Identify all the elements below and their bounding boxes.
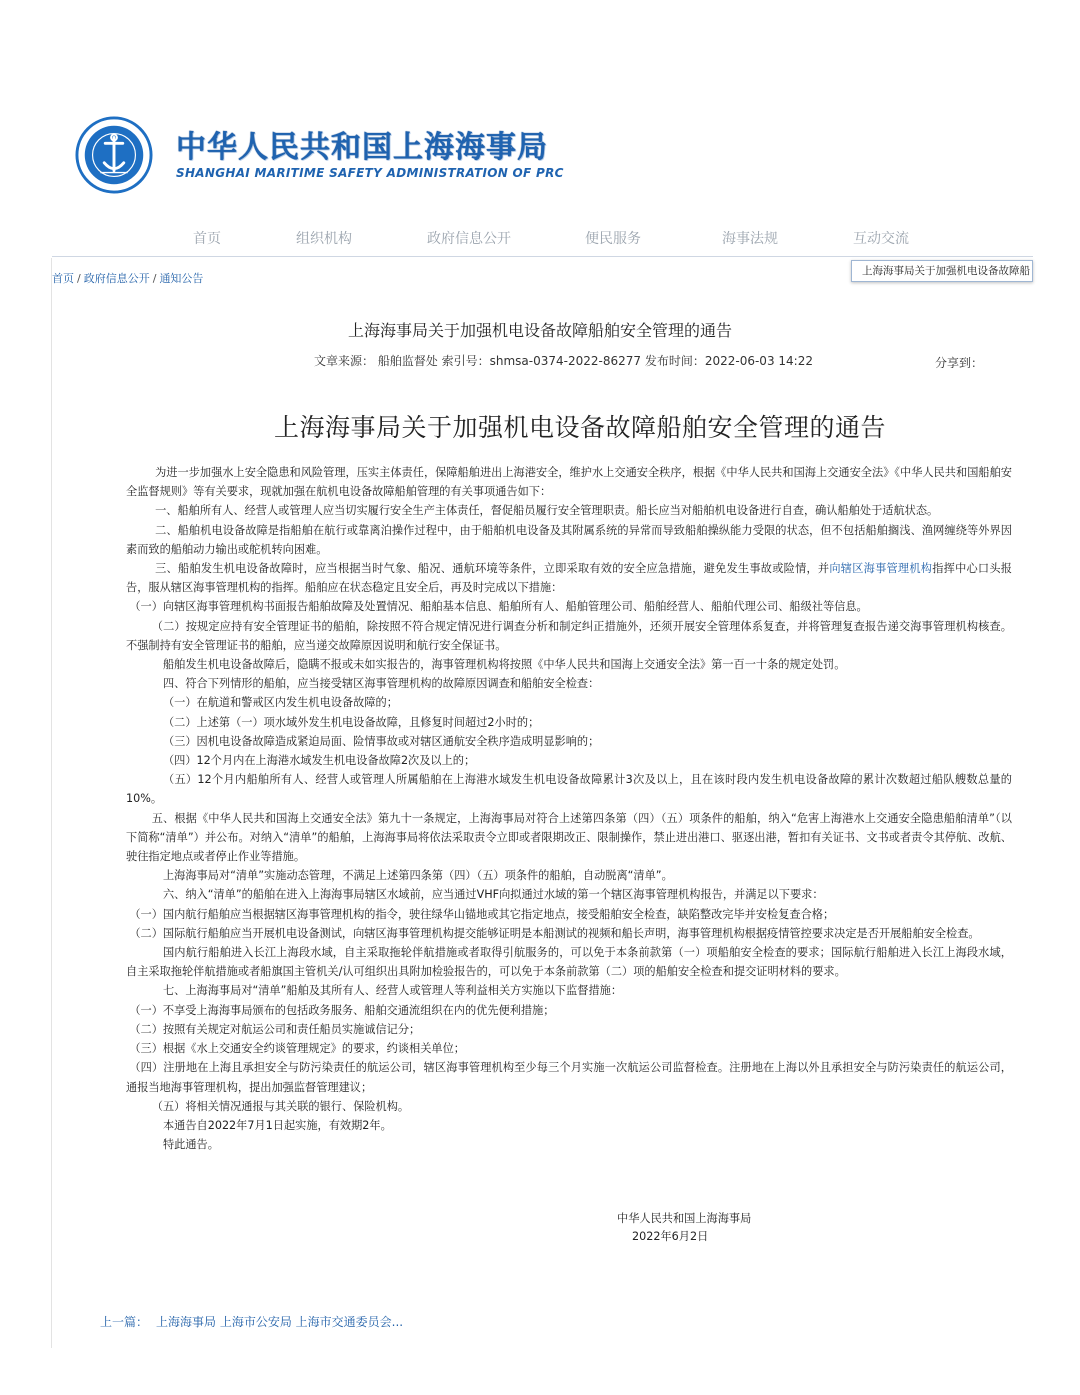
paragraph: 四、符合下列情形的船舶，应当接受辖区海事管理机构的故障原因调查和船舶安全检查： [162,677,600,691]
site-title-en: SHANGHAI MARITIME SAFETY ADMINISTRATION OF PRC [176,166,564,180]
paragraph: （二）按规定应持有安全管理证书的船舶，除按照不符合规定情况进行调查分析和制定纠正措施外，还须开展安全管理体系复查，并将管理复查报告递交海事管理机构核查。不强制持有安全管理证书的船舶，应当递交故障原因说明和航行安全保证书。 [126,619,1012,652]
nav-services[interactable]: 便民服务 [585,231,641,247]
paragraph-text: 指挥中心口头报告，服从辖区海事管理机构的指挥。船舶应在状态稳定且安全后，再及时完成以下措施： [126,562,1012,595]
paragraph: （二）上述第（一）项水域外发生机电设备故障，且修复时间超过2小时的； [162,715,540,729]
breadcrumb-gov-info[interactable]: 政府信息公开 [83,272,150,285]
paragraph: （一）不享受上海海事局颁布的包括政务服务、船舶交通流组织在内的优先便利措施； [129,1003,555,1017]
paragraph: （五）12个月内船舶所有人、经营人或管理人所属船舶在上海港水域发生机电设备故障累计3次及以上，且在该时段内发生机电设备故障的累计次数超过船队艘数总量的10%。 [126,773,1012,806]
main-nav [52,218,1033,257]
china-msa-seal-logo [75,116,153,194]
jurisdiction-msa-link[interactable]: 向辖区海事管理机构 [829,562,933,576]
article-title-small: 上海海事局关于加强机电设备故障船舶安全管理的通告 [347,321,732,340]
nav-regulations[interactable]: 海事法规 [722,231,778,247]
share-label[interactable]: 分享到： [935,356,984,370]
paragraph: 上海海事局对“清单”实施动态管理，不满足上述第四条第（四）（五）项条件的船舶，自动脱离“清单”。 [162,869,673,883]
paragraph: （四）注册地在上海且承担安全与防污染责任的航运公司，辖区海事管理机构至少每三个月实施一次航运公司监督检查。注册地在上海以外且承担安全与防污染责任的航运公司，通报当地海事管理机构，提出加强监督管理建议； [126,1061,1012,1094]
paragraph: （一）国内航行船舶应当根据辖区海事管理机构的指令，驶往绿华山锚地或其它指定地点，接受船舶安全检查，缺陷整改完毕并安检复查合格； [129,907,835,921]
paragraph: （二）国际航行船舶应当开展机电设备测试，向辖区海事管理机构提交能够证明是本船测试的视频和船长声明，海事管理机构根据疫情管控要求决定是否开展船舶安全检查。 [129,926,980,940]
paragraph: （一）在航道和警戒区内发生机电设备故障的； [162,696,398,710]
paragraph: （二）按照有关规定对航运公司和责任船员实施诚信记分； [129,1022,421,1036]
article-meta: 文章来源： 船舶监督处 索引号：shmsa-0374-2022-86277 发布时间：2022-06-03 14:22 [314,354,813,368]
paragraph: 五、根据《中华人民共和国海上交通安全法》第九十一条规定，上海海事局对符合上述第四条第（四）（五）项条件的船舶，纳入“危害上海港水上交通安全隐患船舶清单”（以下简称“清单”）并公布。对纳入“清单”的船舶，上海海事局将依法采取责令立即或者限期改正、限制操作，禁止进出港口、驱逐出港，暂扣有关证书、文书或者责令其停航、改航、驶往指定地点或者停止作业等措施。 [126,811,1012,864]
paragraph: （三）因机电设备故障造成紧迫局面、险情事故或对辖区通航安全秩序造成明显影响的； [162,734,600,748]
paragraph: 船舶发生机电设备故障后，隐瞒不报或未如实报告的，海事管理机构将按照《中华人民共和国海上交通安全法》第一百一十条的规定处罚。 [162,658,846,672]
paragraph: （五）将相关情况通报与其关联的银行、保险机构。 [151,1099,410,1113]
paragraph: 特此通告。 [162,1138,219,1152]
sign-date: 2022年6月2日 [632,1230,709,1243]
article-body [126,463,1012,1154]
nav-gov-info[interactable]: 政府信息公开 [427,231,511,247]
paragraph: （三）根据《水上交通安全约谈管理规定》的要求，约谈相关单位； [129,1042,465,1056]
previous-article-title[interactable]: 上海海事局 上海市公安局 上海市交通委员会... [156,1315,404,1329]
paragraph [126,559,1012,597]
previous-label: 上一篇： [100,1315,149,1329]
signer: 中华人民共和国上海海事局 [617,1212,752,1225]
paragraph: 国内航行船舶进入长江上海段水域，自主采取拖轮伴航措施或者取得引航服务的，可以免于本条前款第（一）项船舶安全检查的要求；国际航行船舶进入长江上海段水域，自主采取拖轮伴航措施或者船旗国主管机关/认可组织出具附加检验报告的，可以免于本条前款第（二）项的船舶安全检查和提交证明材料的要求。 [126,946,1012,979]
article-title-large: 上海海事局关于加强机电设备故障船舶安全管理的通告 [273,413,886,442]
paragraph: （四）12个月内在上海港水域发生机电设备故障2次及以上的； [162,754,476,768]
paragraph: 一、船舶所有人、经营人或管理人应当切实履行安全生产主体责任，督促船员履行安全管理职责。船长应当对船舶机电设备进行自查，确认船舶处于适航状态。 [155,504,939,518]
paragraph: 六、纳入“清单”的船舶在进入上海海事局辖区水域前，应当通过VHF向拟通过水域的第一个辖区海事管理机构报告，并满足以下要求： [162,888,824,902]
nav-interaction[interactable]: 互动交流 [853,231,909,247]
paragraph: 二、船舶机电设备故障是指船舶在航行或靠离泊操作过程中，由于船舶机电设备及其附属系统的异常而导致船舶操纵能力受限的状态，但不包括船舶搁浅、渔网缠绕等外界因素而致的船舶动力输出或舵机转向困难。 [126,523,1012,556]
paragraph-text: 三、船舶发生机电设备故障时，应当根据当时气象、船况、通航环境等条件，立即采取有效的安全应急措施，避免发生事故或险情，并 [155,562,830,576]
nav-organization[interactable]: 组织机构 [296,231,352,247]
paragraph: （一）向辖区海事管理机构书面报告船舶故障及处置情况、船舶基本信息、船舶所有人、船舶管理公司、船舶经营人、船舶代理公司、船级社等信息。 [129,600,868,614]
breadcrumb-home[interactable]: 首页 [52,272,74,285]
site-title-cn: 中华人民共和国上海海事局 [176,130,548,165]
paragraph: 为进一步加强水上安全隐患和风险管理，压实主体责任，保障船舶进出上海港安全，维护水上交通安全秩序，根据《中华人民共和国海上交通安全法》《中华人民共和国船舶安全监督规则》等有关要求，现就加强在航机电设备故障船舶管理的有关事项通告如下： [126,466,1012,499]
search-input[interactable]: 上海海事局关于加强机电设备故障船 [851,260,1033,282]
breadcrumb: 首页 / 政府信息公开 / 通知公告 [52,272,204,285]
paragraph: 七、上海海事局对“清单”船舶及其所有人、经营人或管理人等利益相关方实施以下监督措施： [162,984,623,998]
previous-article[interactable] [100,1313,403,1330]
nav-home[interactable]: 首页 [193,231,221,247]
breadcrumb-notices[interactable]: 通知公告 [159,272,204,285]
paragraph: 本通告自2022年7月1日起实施，有效期2年。 [162,1118,392,1132]
